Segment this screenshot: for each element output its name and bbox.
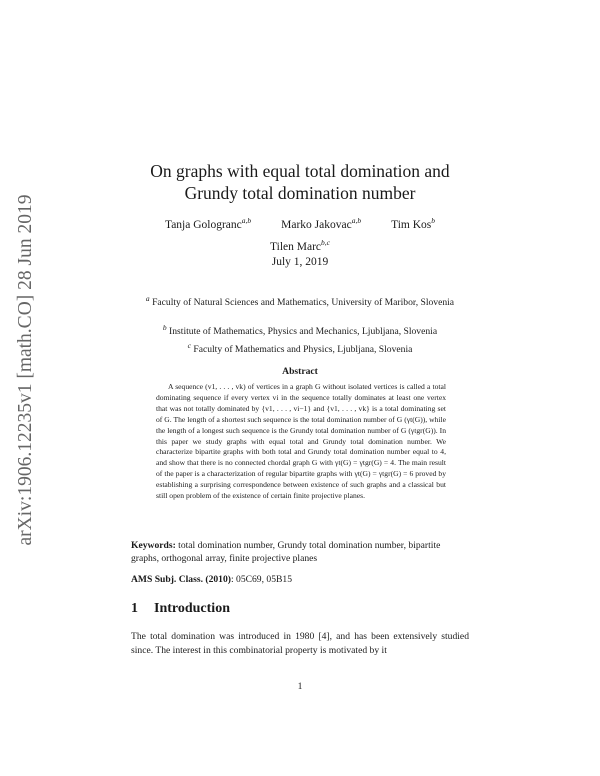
ams-value: : 05C69, 05B15: [230, 574, 292, 585]
author: Marko Jakovac$^{a,b}$: [281, 216, 362, 231]
affiliation: $^c$ Faculty of Mathematics and Physics, Ljubljana, Slovenia: [187, 341, 413, 356]
title-line-2: Grundy total domination number: [184, 183, 416, 203]
arxiv-sidebar: [6, 170, 46, 570]
section-title: Introduction: [154, 601, 230, 616]
keywords: [131, 539, 469, 565]
section-heading: [131, 601, 230, 617]
abstract-text: A sequence (v1, . . . , vk) of vertices in a graph G without isolated vertices is called a total dominating sequence if every vertex vi in the sequence totally dominates at least one vertex that was not totally dominated by {v1, . . . , vi−1} and {v1, . . . , vk} is a total dominating set of G. The length of a shortest such sequence is the total domination number of G (γt(G)), while the length of a longest such sequence is the Grundy total domination number of G (γtgr(G)). In this paper we study graphs with equal total and Grundy total domination number. We characterize bipartite graphs with both total and Grundy total domination number equal to 4, and show that there is no connected chordal graph G with γt(G) = γtgr(G) = 4. The main result of the paper is a characterization of regular bipartite graphs with γt(G) = γtgr(G) = 6 proved by establishing a surprising correspondence between existence of such graphs and a classical but still open problem of the existence of certain finite projective planes.: [156, 382, 446, 501]
abstract-heading: Abstract: [282, 366, 318, 377]
author: Tim Kos$^b$: [391, 216, 436, 231]
author: Tanja Gologranc$^{a,b}$: [164, 216, 252, 231]
author-list: [100, 212, 500, 256]
arxiv-identifier[interactable]: arXiv:1906.12235v1 [math.CO] 28 Jun 2019: [15, 194, 36, 546]
title-line-1: On graphs with equal total domination and: [150, 161, 450, 181]
ams-label: AMS Subj. Class. (2010): [131, 574, 231, 585]
affiliation: $^a$ Faculty of Natural Sciences and Mathematics, University of Maribor, Slovenia: [145, 294, 455, 309]
paper-title: [100, 160, 500, 204]
keywords-text: total domination number, Grundy total domination number, bipartite graphs, orthogonal array, finite projective planes: [131, 540, 441, 564]
publication-date: July 1, 2019: [271, 256, 329, 268]
page-number: 1: [297, 681, 303, 692]
intro-paragraph: The total domination was introduced in 1980 [4], and has been extensively studied since. The interest in this combinatorial property is motivated by it: [131, 631, 469, 656]
ams-classification: [131, 574, 469, 585]
author: Tilen Marc$^{b,c}$: [270, 237, 330, 253]
affiliation: $^b$ Institute of Mathematics, Physics and Mechanics, Ljubljana, Slovenia: [162, 323, 438, 338]
keywords-label: Keywords:: [131, 540, 176, 551]
section-number: 1: [131, 601, 138, 616]
